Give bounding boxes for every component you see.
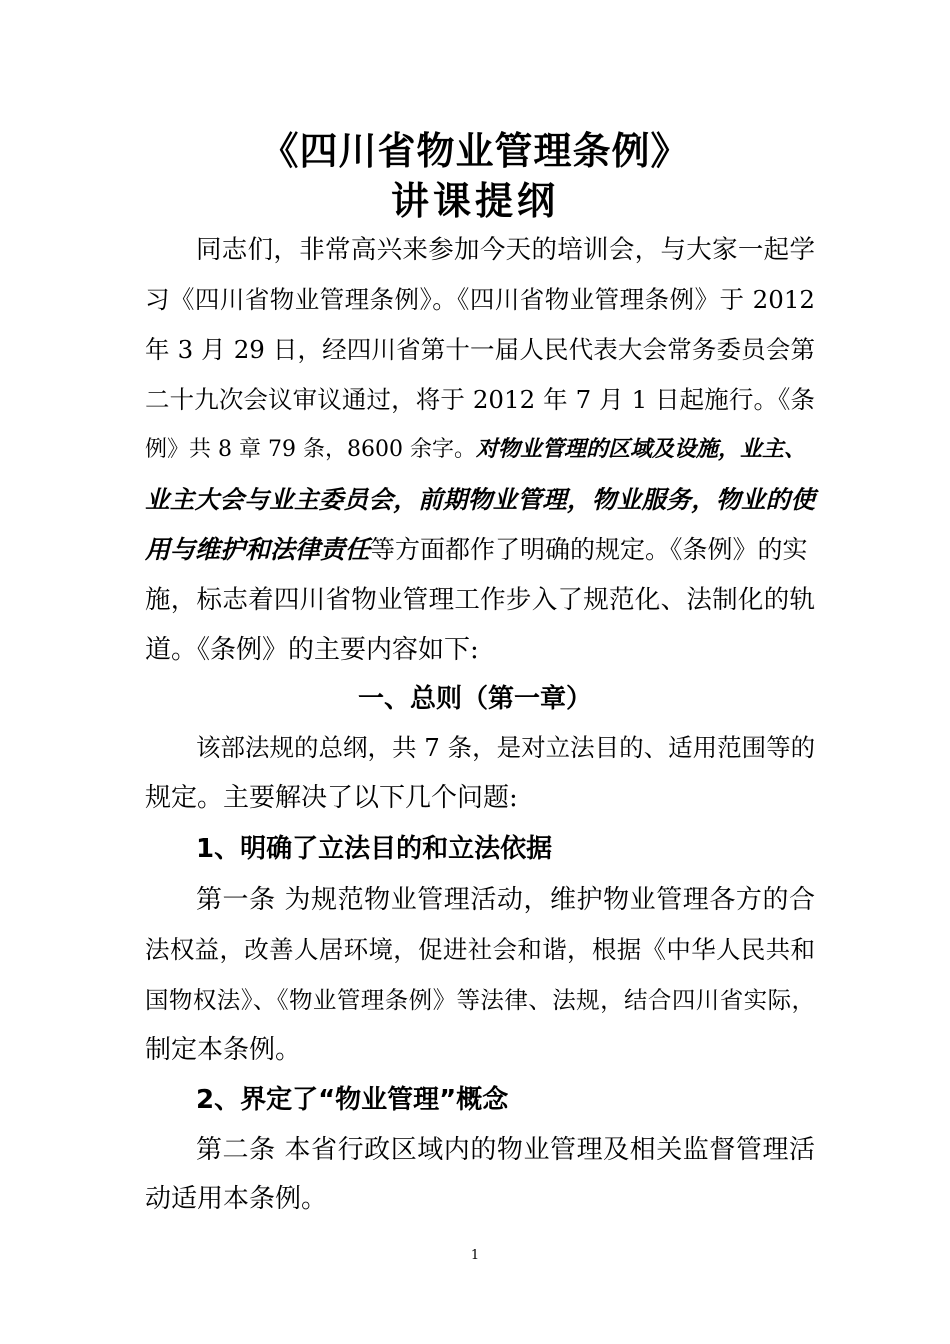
- intro-line-7-emphasis: 用与维护和法律责任: [145, 535, 371, 564]
- section-1-heading: 1、明确了立法目的和立法依据: [196, 834, 553, 864]
- intro-line-4: 二十九次会议审议通过，将于 2012 年 7 月 1 日起施行。《条: [145, 385, 815, 414]
- section-2-heading: 2、界定了“物业管理”概念: [196, 1085, 509, 1115]
- chapter-1-line-2: 规定。主要解决了以下几个问题:: [145, 783, 518, 813]
- document-title: 《四川省物业管理条例》: [260, 129, 690, 173]
- section-1-line-1: 第一条 为规范物业管理活动，维护物业管理各方的合: [196, 885, 815, 915]
- section-2-line-2: 动适用本条例。: [145, 1184, 328, 1214]
- document-subtitle: 讲课提纲: [390, 179, 559, 223]
- intro-line-9: 道。《条例》的主要内容如下:: [145, 635, 479, 665]
- intro-line-8: 施，标志着四川省物业管理工作步入了规范化、法制化的轨: [145, 585, 815, 615]
- section-1-line-3: 国物权法》、《物业管理条例》等法律、法规，结合四川省实际，: [145, 986, 815, 1014]
- section-2-line-1: 第二条 本省行政区域内的物业管理及相关监督管理活: [196, 1135, 815, 1165]
- intro-line-2: 习《四川省物业管理条例》。《四川省物业管理条例》于 2012: [145, 285, 815, 314]
- intro-line-1: 同志们，非常高兴来参加今天的培训会，与大家一起学: [196, 235, 815, 265]
- intro-line-7-plain: 等方面都作了明确的规定。《条例》的实: [370, 535, 808, 564]
- intro-line-5-emphasis: 对物业管理的区域及设施，业主、: [475, 437, 806, 462]
- intro-line-5: [145, 424, 815, 476]
- section-1-line-2: 法权益，改善人居环境，促进社会和谐，根据《中华人民共和: [145, 935, 815, 964]
- chapter-1-line-1: 该部法规的总纲，共 7 条，是对立法目的、适用范围等的: [196, 733, 816, 762]
- section-1-line-4: 制定本条例。: [145, 1035, 302, 1065]
- chapter-1-heading: 一、总则（第一章）: [357, 684, 592, 714]
- page-number: 1: [470, 1248, 480, 1263]
- intro-line-6-emphasis: 业主大会与业主委员会，前期物业管理，物业服务，物业的使: [145, 485, 815, 514]
- intro-line-7: [145, 524, 815, 576]
- intro-line-3: 年 3 月 29 日，经四川省第十一届人民代表大会常务委员会第: [145, 335, 815, 364]
- intro-line-5-plain: 例》共 8 章 79 条，8600 余字。: [145, 437, 476, 462]
